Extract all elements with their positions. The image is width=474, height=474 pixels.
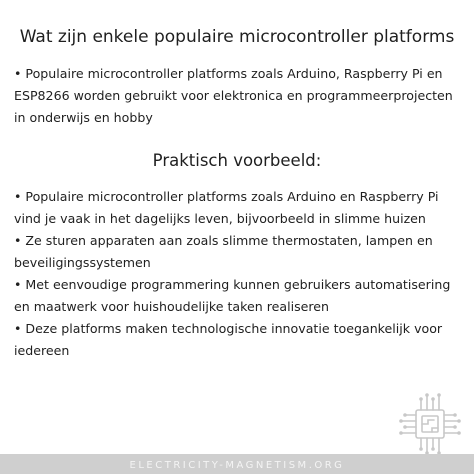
page-title: Wat zijn enkele populaire microcontroller platforms (19, 27, 455, 47)
list-item: • Ze sturen apparaten aan zoals slimme thermostaten, lampen en beveiligingssystemen (14, 233, 433, 270)
bullet-list (14, 186, 466, 362)
section-subtitle: Praktisch voorbeeld: (152, 151, 322, 170)
list-item: • Populaire microcontroller platforms zoals Arduino en Raspberry Pi vind je vaak in het dagelijks leven, bijvoorbeeld in slimme huizen (14, 189, 439, 226)
circuit-chip-icon (394, 388, 466, 460)
list-item: • Met eenvoudige programmering kunnen gebruikers automatisering en maatwerk voor huishoudelijke taken realiseren (14, 277, 451, 314)
intro-bullet: • Populaire microcontroller platforms zoals Arduino, Raspberry Pi en ESP8266 worden gebruikt voor elektronica en programmeerprojecten in onderwijs en hobby (14, 66, 453, 125)
list-item: • Deze platforms maken technologische innovatie toegankelijk voor iedereen (14, 321, 443, 358)
footer-site-name: ELECTRICITY-MAGNETISM.ORG (129, 460, 345, 471)
